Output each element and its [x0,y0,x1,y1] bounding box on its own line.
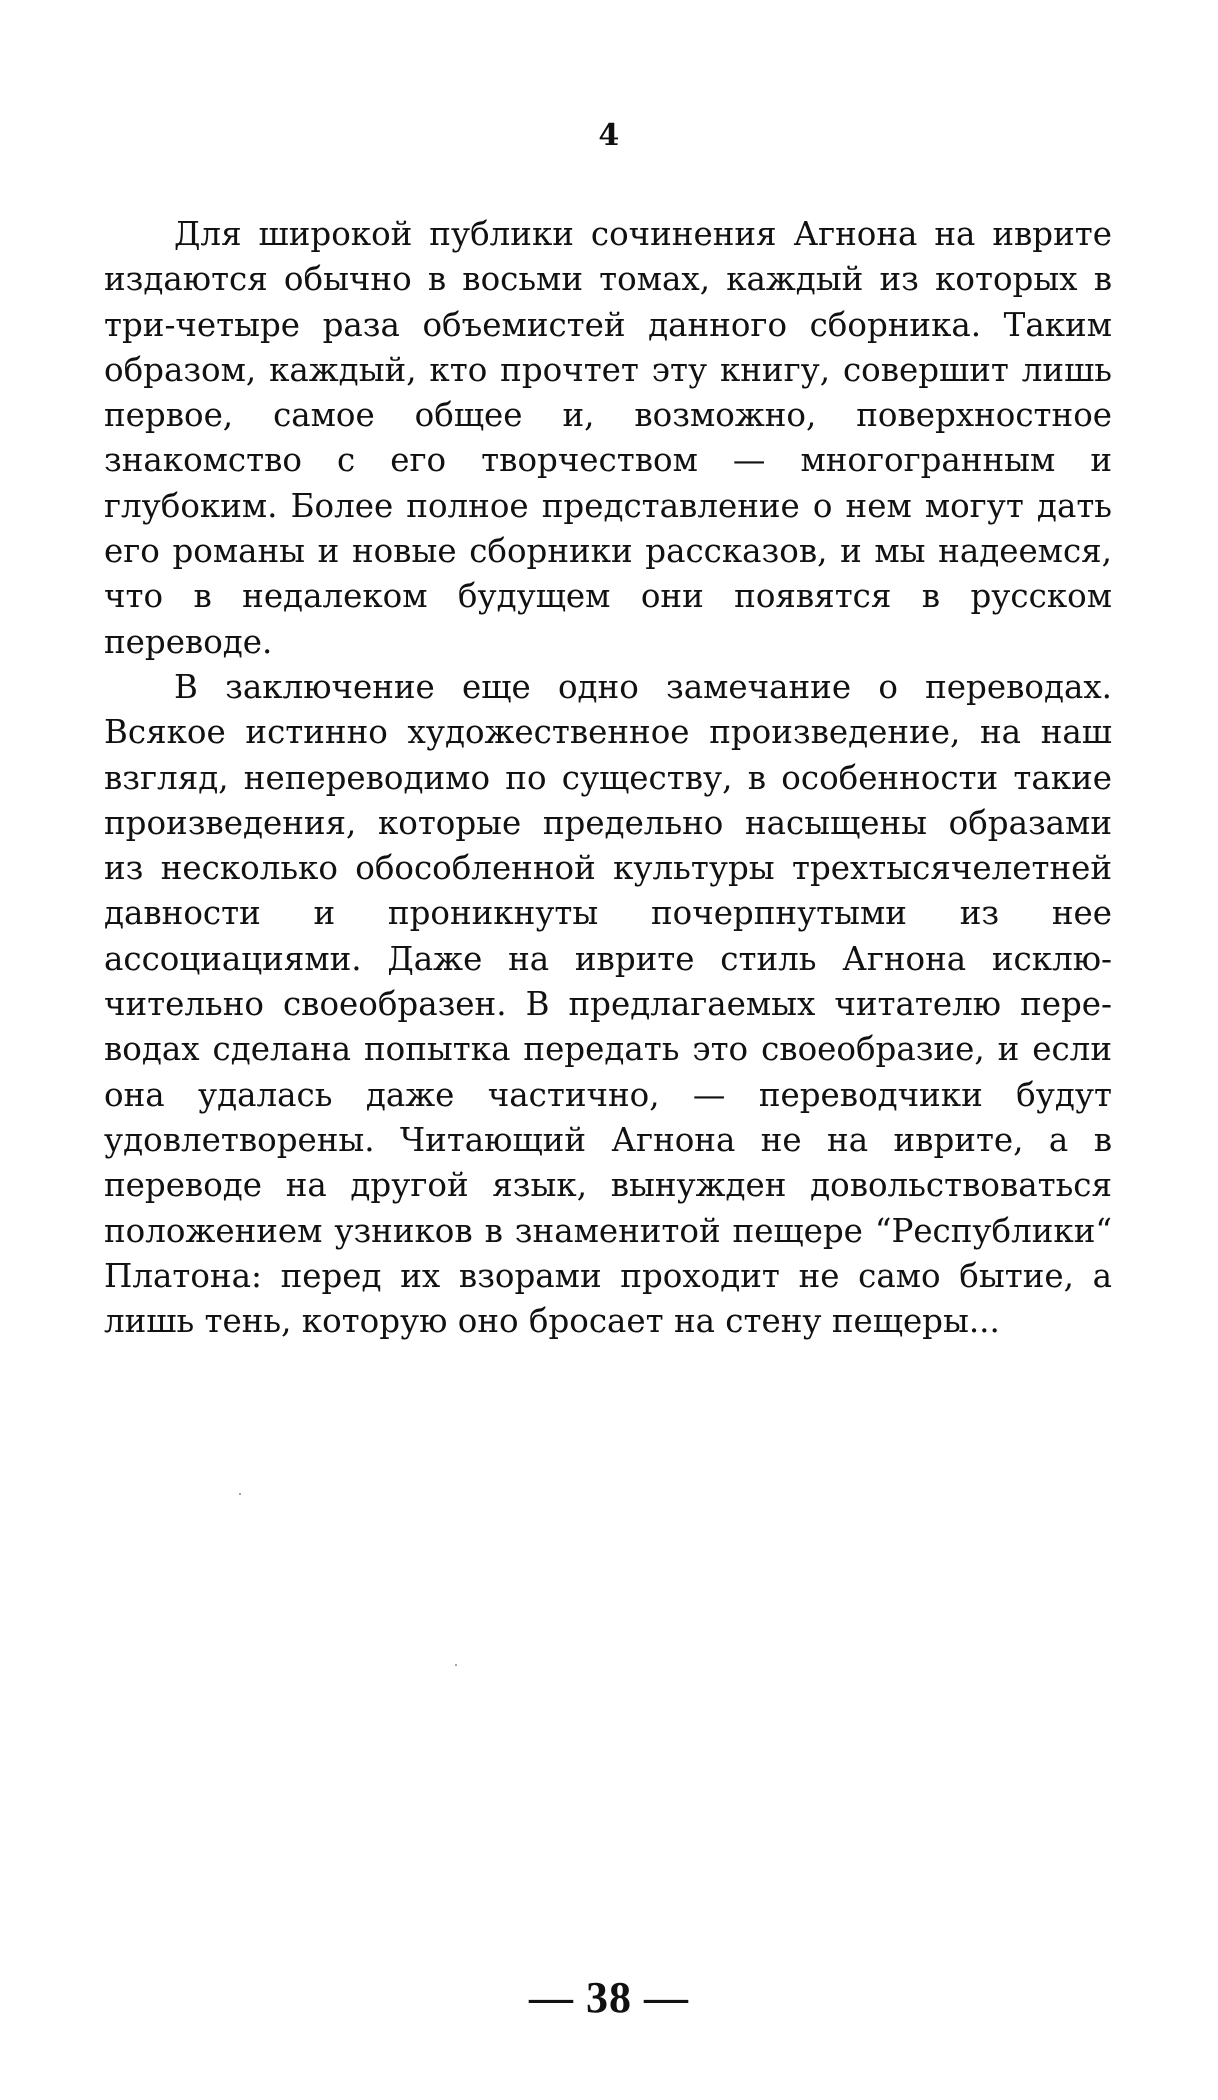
paragraph-1: Для широкой публики сочинения Агнона на иврите издаются обычно в восьми томах, каждый из которых в три-четыре раза объемистей данного сборника. Таким образом, каждый, кто прочтет эту книгу, совершит лишь первое, самое общее и, возможно, поверхностное знакомство с его творчеством — многогранным и глубоким. Более полное представление о нем могут дать его романы и новые сборники рассказов, и мы надеемся, что в недалеком будущем они появятся в русском переводе. [104,215,1112,661]
scan-speck [239,1493,241,1495]
paragraph-2: В заключение еще одно замечание о переводах. Всякое истинно художественное произведение, на наш взгляд, непереводимо по существу, в особенности такие произведения, которые предельно насыщены образами из несколько обособленной культуры трехтысячелетней давности и проникнуты почерпнутыми из нее ассоциациями. Даже на иврите стиль Агнона исключительно своеобразен. В предлагаемых читателю переводах сделана попытка передать это своеобразие, и если она удалась даже частично, — переводчики будут удовлетворены. Читающий Агнона не на иврите, а в переводе на другой язык, вынужден довольствоваться положением узников в знаменитой пещере “Республики“ Платона: перед их взорами проходит не само бытие, а лишь тень, которую оно бросает на стену пещеры... [104,667,1112,1341]
section-number: 4 [598,118,620,153]
page-number: — 38 — [529,1973,689,2022]
body-text [104,212,1112,1344]
scan-speck [455,1664,457,1666]
